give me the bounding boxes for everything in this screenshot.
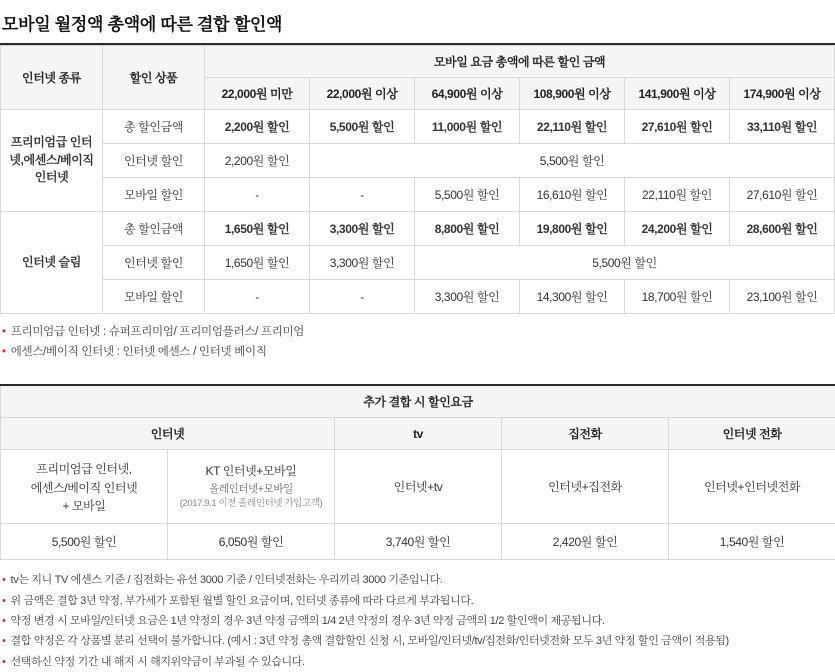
- product-internet-tv: 인터넷+tv: [335, 450, 502, 524]
- table-row: [1, 524, 835, 560]
- th-tier-2: 22,000원 이상: [310, 78, 415, 110]
- discount-value: 6,050원 할인: [168, 524, 335, 560]
- table1-notes: [2, 322, 833, 362]
- product-internet-landline: 인터넷+집전화: [502, 450, 669, 524]
- product-line-2: 에센스/베이직 인터넷: [4, 480, 164, 496]
- footnote-item: • 위 금액은 결합 3년 약정, 부가세가 포함된 월별 할인 요금이며, 인터넷 종류에 따라 다르게 부과됩니다.: [2, 591, 833, 611]
- cell-value: 5,500원 할인: [415, 246, 835, 280]
- group-label-premium: 프리미엄급 인터넷,에센스/베이직 인터넷: [1, 110, 103, 212]
- cell-value: 19,800원 할인: [520, 212, 625, 246]
- cell-value: 5,500원 할인: [310, 144, 835, 178]
- footnote-item: • 선택하신 약정 기간 내 해지 시 해지위약금이 부과될 수 있습니다.: [2, 652, 833, 672]
- th-internet: 인터넷: [1, 418, 335, 450]
- cell-value: 16,610원 할인: [520, 178, 625, 212]
- table-row: [1, 280, 835, 314]
- cell-value: -: [310, 178, 415, 212]
- note-item: • 프리미엄급 인터넷 : 슈퍼프리미엄/ 프리미엄플러스/ 프리미엄: [2, 322, 833, 342]
- group-label-slim: 인터넷 슬림: [1, 212, 103, 314]
- th-tier-1: 22,000원 미만: [205, 78, 310, 110]
- cell-value: 33,110원 할인: [730, 110, 835, 144]
- row-label-mobile-discount: 모바일 할인: [103, 280, 205, 314]
- discount-value: 1,540원 할인: [669, 524, 835, 560]
- row-label-internet-discount: 인터넷 할인: [103, 246, 205, 280]
- page-title: 모바일 월정액 총액에 따른 결합 할인액: [0, 0, 835, 43]
- row-label-mobile-discount: 모바일 할인: [103, 178, 205, 212]
- cell-value: 1,650원 할인: [205, 246, 310, 280]
- cell-value: 14,300원 할인: [520, 280, 625, 314]
- th-tier-4: 108,900원 이상: [520, 78, 625, 110]
- table2-title: 추가 결합 시 할인요금: [1, 385, 835, 418]
- cell-value: 28,600원 할인: [730, 212, 835, 246]
- table-row: [1, 212, 835, 246]
- product-line-3: + 모바일: [4, 498, 164, 514]
- cell-value: 3,300원 할인: [310, 212, 415, 246]
- cell-value: 3,300원 할인: [310, 246, 415, 280]
- cell-value: 11,000원 할인: [415, 110, 520, 144]
- cell-value: 27,610원 할인: [625, 110, 730, 144]
- table-row: [1, 450, 835, 524]
- cell-value: -: [205, 280, 310, 314]
- cell-value: 24,200원 할인: [625, 212, 730, 246]
- cell-value: 2,200원 할인: [205, 144, 310, 178]
- additional-bundle-discount-table: [0, 384, 835, 560]
- table2-title-row: [1, 385, 835, 418]
- product-kt-internet-mobile: [168, 450, 335, 524]
- row-label-total-discount: 총 할인금액: [103, 110, 205, 144]
- section-spacer: [0, 362, 835, 384]
- cell-value: 2,200원 할인: [205, 110, 310, 144]
- footnote-item: • tv는 지니 TV 에센스 기준 / 집전화는 유선 3000 기준 / 인터넷전화는 우리끼리 3000 기준입니다.: [2, 570, 833, 590]
- table-row: [1, 110, 835, 144]
- th-internet-type: 인터넷 종류: [1, 46, 103, 110]
- table2-header-row: [1, 418, 835, 450]
- row-label-internet-discount: 인터넷 할인: [103, 144, 205, 178]
- cell-value: 1,650원 할인: [205, 212, 310, 246]
- cell-value: -: [310, 280, 415, 314]
- discount-value: 2,420원 할인: [502, 524, 669, 560]
- cell-value: 22,110원 할인: [520, 110, 625, 144]
- product-premium-mobile: [1, 450, 168, 524]
- table1-header-row-1: [1, 46, 835, 78]
- discount-value: 5,500원 할인: [1, 524, 168, 560]
- cell-value: 3,300원 할인: [415, 280, 520, 314]
- cell-value: 27,610원 할인: [730, 178, 835, 212]
- cell-value: 5,500원 할인: [310, 110, 415, 144]
- cell-value: 23,100원 할인: [730, 280, 835, 314]
- discount-value: 3,740원 할인: [335, 524, 502, 560]
- th-group-title: 모바일 요금 총액에 따른 할인 금액: [205, 46, 835, 78]
- row-label-total-discount: 총 할인금액: [103, 212, 205, 246]
- cell-value: -: [205, 178, 310, 212]
- cell-value: 5,500원 할인: [415, 178, 520, 212]
- product-line-2: 올레인터넷+모바일: [171, 482, 331, 496]
- th-internet-phone: 인터넷 전화: [669, 418, 835, 450]
- table-row: [1, 246, 835, 280]
- th-tier-5: 141,900원 이상: [625, 78, 730, 110]
- th-tv: tv: [335, 418, 502, 450]
- th-tier-3: 64,900원 이상: [415, 78, 520, 110]
- product-line-1: 프리미엄급 인터넷,: [36, 462, 131, 476]
- th-landline: 집전화: [502, 418, 669, 450]
- th-discount-product: 할인 상품: [103, 46, 205, 110]
- table-row: [1, 178, 835, 212]
- cell-value: 8,800원 할인: [415, 212, 520, 246]
- mobile-total-discount-table: [0, 45, 835, 314]
- footnote-item: • 약정 변경 시 모바일/인터넷 요금은 1년 약정의 경우 3년 약정 금액의 1/4 2년 약정의 경우 3년 약정 금액의 1/2 할인액이 제공됩니다.: [2, 611, 833, 631]
- footnotes: [2, 570, 833, 672]
- cell-value: 22,110원 할인: [625, 178, 730, 212]
- th-tier-6: 174,900원 이상: [730, 78, 835, 110]
- footnote-item: • 결합 약정은 각 상품별 분리 선택이 불가합니다. (예시 : 3년 약정 총액 결합할인 신청 시, 모바일/인터넷/tv/집전화/인터넷전화 모두 3년 약정 할인 금액이 적용됨): [2, 631, 833, 651]
- table-row: [1, 144, 835, 178]
- product-internet-internetphone: 인터넷+인터넷전화: [669, 450, 835, 524]
- product-line-1: KT 인터넷+모바일: [205, 464, 296, 478]
- note-item: • 에센스/베이직 인터넷 : 인터넷 에센스 / 인터넷 베이직: [2, 342, 833, 362]
- cell-value: 18,700원 할인: [625, 280, 730, 314]
- product-line-3: (2017.9.1 이전 올레인터넷 가입고객): [171, 497, 331, 511]
